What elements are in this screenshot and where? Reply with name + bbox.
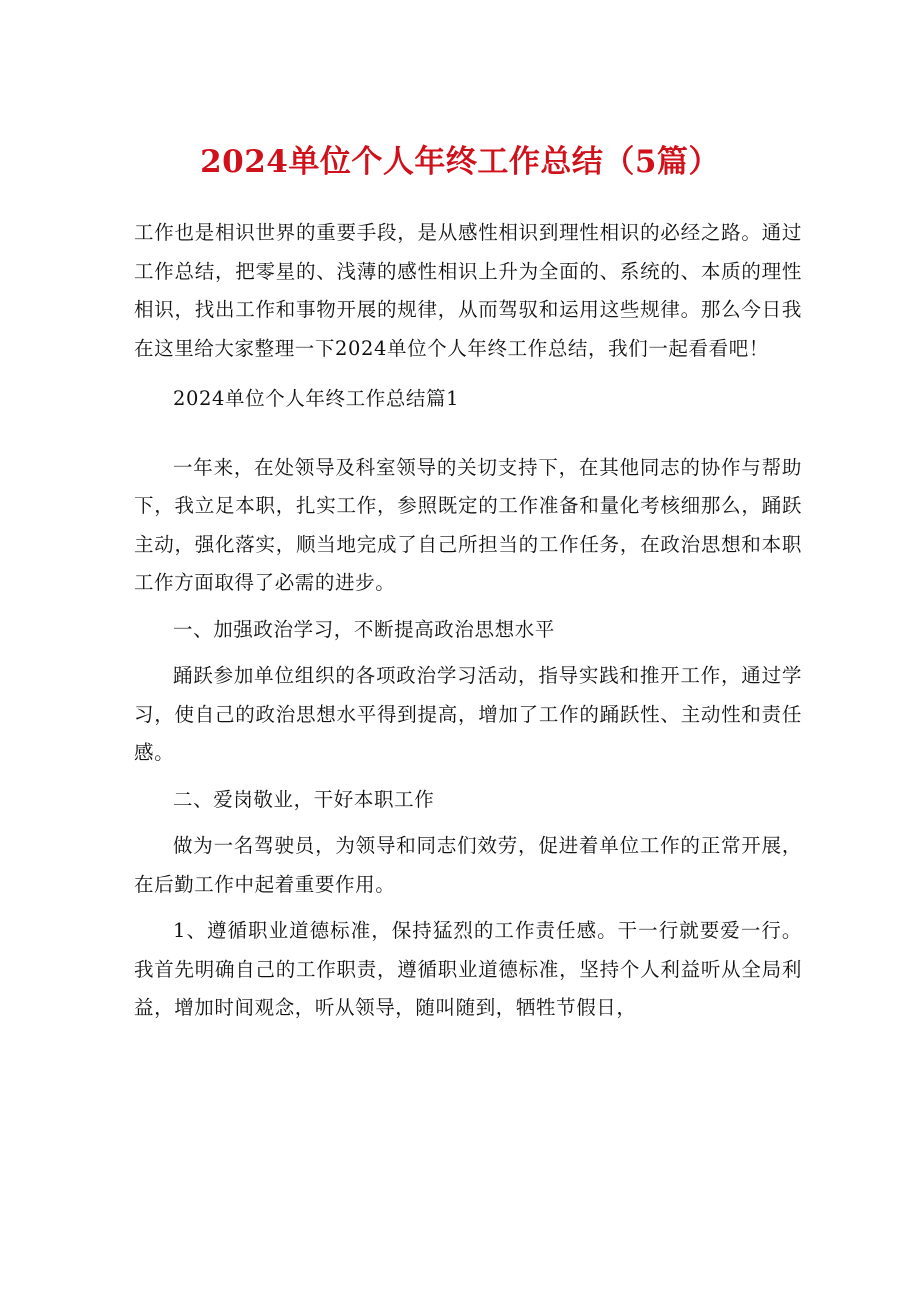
intro-paragraph: 工作也是相识世界的重要手段，是从感性相识到理性相识的必经之路。通过工作总结，把零星的、浅薄的感性相识上升为全面的、系统的、本质的理性相识，找出工作和事物开展的规律，从而驾驭和运用这些规律。那么今日我在这里给大家整理一下2024单位个人年终工作总结，我们一起看看吧！ [134,221,802,360]
body-paragraph: 踊跃参加单位组织的各项政治学习活动，指导实践和推开工作，通过学习，使自己的政治思想水平得到提高，增加了工作的踊跃性、主动性和责任感。 [134,664,802,764]
section-heading-part-1: 2024单位个人年终工作总结篇1 [173,387,460,410]
body-paragraph: 1、遵循职业道德标准，保持猛烈的工作责任感。干一行就要爱一行。我首先明确自己的工作职责，遵循职业道德标准，坚持个人利益听从全局利益，增加时间观念，听从领导，随叫随到，牺牲节假日， [134,919,802,1019]
document-body [134,214,802,1028]
subheading-political-study: 一、加强政治学习，不断提高政治思想水平 [173,617,555,641]
document-title: 2024单位个人年终工作总结（5篇） [200,144,720,180]
body-paragraph: 一年来，在处领导及科室领导的关切支持下，在其他同志的协作与帮助下，我立足本职，扎实工作，参照既定的工作准备和量化考核细那么，踊跃主动，强化落实，顺当地完成了自己所担当的工作任务，在政治思想和本职工作方面取得了必需的进步。 [134,455,802,594]
body-paragraph: 做为一名驾驶员，为领导和同志们效劳，促进着单位工作的正常开展，在后勤工作中起着重要作用。 [134,834,802,896]
subheading-job-dedication: 二、爱岗敬业，干好本职工作 [173,787,435,811]
